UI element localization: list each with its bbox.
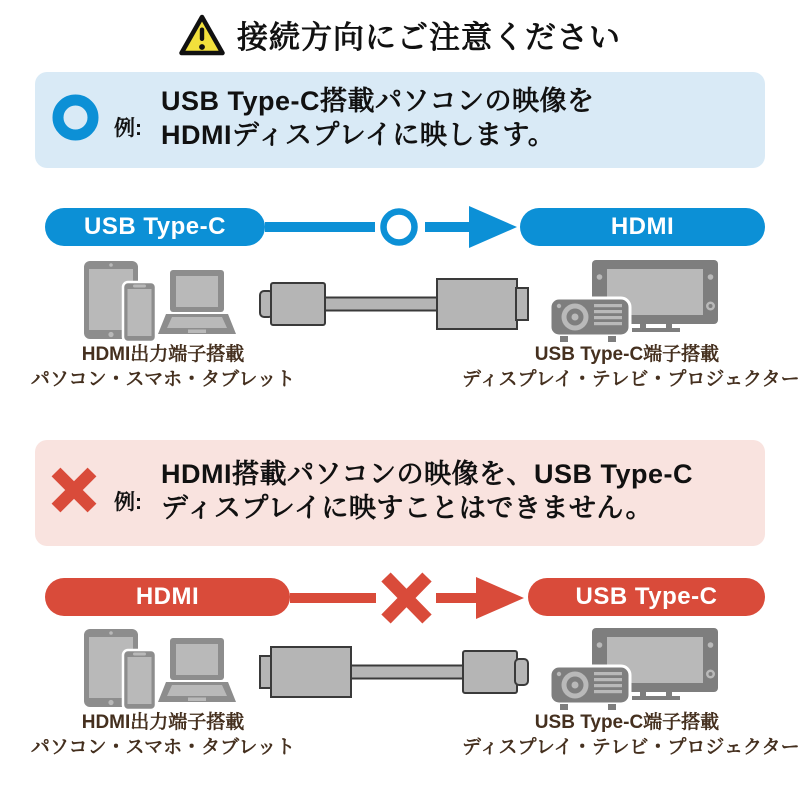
ng-cross-icon (50, 466, 98, 514)
page-title: 接続方向にご注意ください (237, 20, 621, 55)
laptop-icon (158, 638, 236, 702)
source-caption-line1: HDMI出力端子搭載 (81, 712, 245, 733)
target-caption-line1: USB Type-C端子搭載 (534, 712, 720, 733)
header (0, 12, 800, 57)
source-caption-line1: HDMI出力端子搭載 (81, 344, 245, 365)
target-devices-icon (548, 624, 724, 712)
warning-triangle-icon (179, 14, 225, 56)
source-caption-line2: パソコン・スマホ・タブレット (30, 369, 296, 390)
bad-example-line2: ディスプレイに映すことはできません。 (161, 493, 654, 523)
good-example-line1: USB Type-C搭載パソコンの映像を (161, 86, 595, 116)
target-devices-icon (548, 256, 724, 344)
target-pill-usb-type-c: USB Type-C (528, 578, 765, 616)
target-caption-line2: ディスプレイ・テレビ・プロジェクター (462, 737, 800, 758)
bad-example-line1: HDMI搭載パソコンの映像を、USB Type-C (161, 459, 693, 489)
example-label: 例: (114, 491, 142, 514)
laptop-icon (158, 270, 236, 334)
good-example-box (35, 72, 765, 168)
smartphone-icon (123, 650, 156, 710)
example-label: 例: (114, 117, 142, 140)
hdmi-to-usb-c-cable-icon (258, 644, 530, 700)
smartphone-icon (123, 282, 156, 342)
bad-direction-arrow-icon (290, 570, 528, 626)
target-caption-line1: USB Type-C端子搭載 (534, 344, 720, 365)
source-devices-icon (76, 258, 240, 342)
source-pill-usb-type-c: USB Type-C (45, 208, 265, 246)
target-pill-hdmi: HDMI (520, 208, 765, 246)
target-caption (462, 710, 800, 760)
target-caption-line2: ディスプレイ・テレビ・プロジェクター (462, 369, 800, 390)
source-caption (18, 342, 308, 392)
good-example-text (161, 84, 594, 152)
source-caption (18, 710, 308, 760)
usb-c-to-hdmi-cable-icon (258, 276, 530, 332)
ok-ring-icon (52, 94, 99, 141)
source-devices-icon (76, 626, 240, 710)
good-direction-arrow-icon (265, 203, 520, 251)
bad-example-text (161, 457, 693, 525)
source-caption-line2: パソコン・スマホ・タブレット (30, 737, 296, 758)
target-caption (462, 342, 800, 392)
source-pill-hdmi: HDMI (45, 578, 290, 616)
projector-icon (550, 298, 630, 342)
good-example-line2: HDMIディスプレイに映します。 (161, 120, 556, 150)
bad-example-box (35, 440, 765, 546)
projector-icon (550, 666, 630, 710)
